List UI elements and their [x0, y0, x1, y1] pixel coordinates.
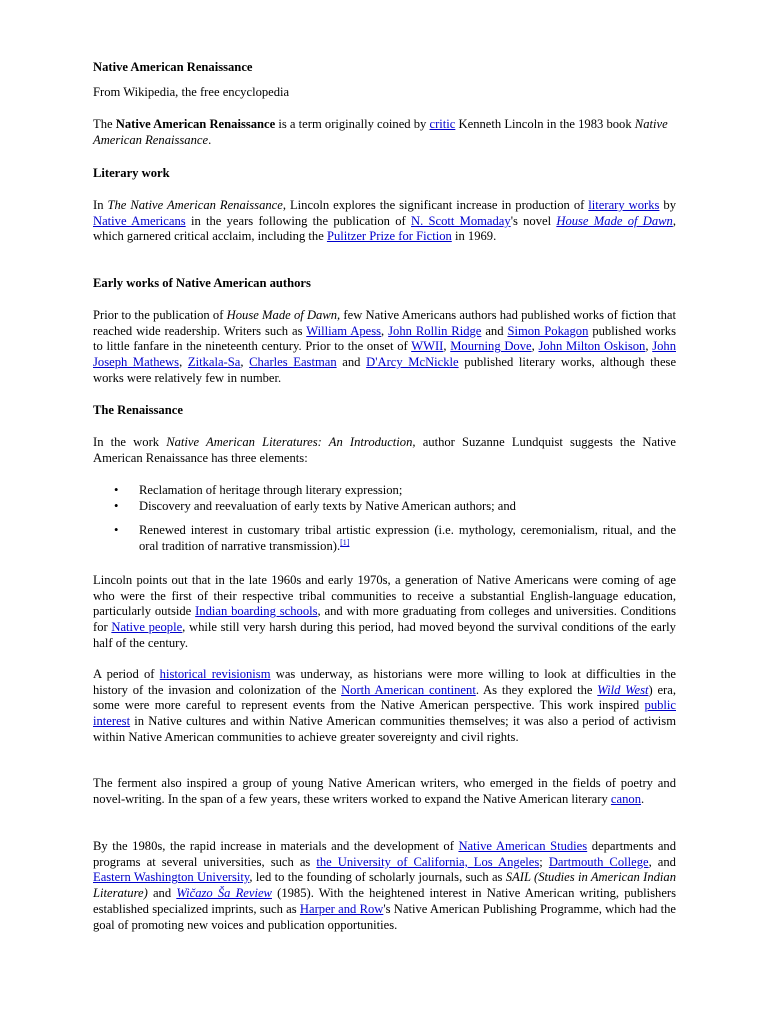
ferment-paragraph: The ferment also inspired a group of young Native American writers, who emerged in the fields of poetry and novel-writing. In the span of a few years, these writers worked to expand the Native American literary canon.	[93, 776, 676, 806]
link-john-rollin-ridge[interactable]: John Rollin Ridge	[388, 323, 482, 338]
heading-early-works: Early works of Native American authors	[93, 276, 311, 290]
link-critic[interactable]: critic	[429, 117, 456, 131]
link-indian-boarding-schools[interactable]: Indian boarding schools	[195, 604, 318, 619]
link-wwii[interactable]: WWII	[411, 339, 444, 354]
link-mourning-dove[interactable]: Mourning Dove	[450, 339, 532, 354]
literary-work-paragraph: In The Native American Renaissance, Lincoln explores the significant increase in production of literary works by Native Americans in the years following the publication of N. Scott Momaday's novel House Made of Dawn, which garnered critical acclaim, including the Pulitzer Prize for Fiction in 1969.	[93, 198, 676, 244]
link-north-american-continent[interactable]: North American continent	[341, 682, 476, 697]
renaissance-intro-paragraph: In the work Native American Literatures: An Introduction, author Suzanne Lundquist suggests the Native American Renaissance has three elements:	[93, 435, 676, 465]
list-item: • Discovery and reevaluation of early texts by Native American authors; and	[114, 498, 516, 513]
link-historical-revisionism[interactable]: historical revisionism	[159, 667, 271, 681]
article-title: Native American Renaissance	[93, 60, 253, 74]
link-zitkala-sa[interactable]: Zitkala-Sa	[187, 355, 241, 370]
intro-paragraph: The Native American Renaissance is a term originally coined by critic Kenneth Lincoln in the 1983 book Native American Renaissance.	[93, 117, 668, 147]
link-literary-works[interactable]: literary works	[588, 198, 660, 212]
link-john-milton-oskison[interactable]: John Milton Oskison	[538, 339, 646, 354]
link-native-american-studies[interactable]: Native American Studies	[458, 839, 588, 853]
link-pulitzer-prize[interactable]: Pulitzer Prize for Fiction	[326, 229, 452, 244]
revisionism-paragraph: A period of historical revisionism was underway, as historians were more willing to look at difficulties in the history of the invasion and colonization of the North American continent. As they explored the Wild West) era, some were more careful to represent events from the Native American perspective. This work inspired public interest in Native cultures and within Native American communities themselves; it was also a period of activism within Native American communities to achieve greater sovereignty and civil rights.	[93, 667, 676, 744]
reference-link-1[interactable]: [1]	[340, 538, 350, 548]
bullet-icon: •	[114, 483, 119, 497]
source-line: From Wikipedia, the free encyclopedia	[93, 85, 290, 99]
bullet-icon: •	[114, 498, 119, 513]
eighties-paragraph: By the 1980s, the rapid increase in materials and the development of Native American Studies departments and programs at several universities, such as the University of California, Los Angeles; Dartmouth College, and Eastern Washington University, led to the founding of scholarly journals, such as SAIL (Studies in American Indian Literature) and Wičazo Ša Review (1985). With the heightened interest in Native American writing, publishers established specialized imprints, such as Harper and Row's Native American Publishing Programme, which had the goal of promoting new voices and publication opportunities.	[93, 839, 677, 932]
link-dartmouth-college[interactable]: Dartmouth College	[548, 854, 649, 869]
bullet-icon: •	[114, 523, 119, 538]
list-item: • Reclamation of heritage through literary expression;	[114, 483, 403, 497]
renaissance-elements-list	[93, 483, 676, 555]
link-ucla[interactable]: the University of California, Los Angeles	[316, 854, 540, 869]
link-native-americans[interactable]: Native Americans	[93, 213, 186, 228]
link-wicazo-sa-review[interactable]: Wičazo Ša Review	[176, 886, 272, 901]
link-john-joseph-mathews[interactable]: John Joseph Mathews	[93, 339, 676, 370]
early-works-paragraph: Prior to the publication of House Made of Dawn, few Native Americans authors had published works of fiction that reached wide readership. Writers such as William Apess, John Rollin Ridge and Simon Pokagon published works to little fanfare in the nineteenth century. Prior to the onset of WWII, Mourning Dove, John Milton Oskison, John Joseph Mathews, Zitkala-Sa, Charles Eastman and D'Arcy McNickle published literary works, although these works were relatively few in number.	[93, 308, 677, 385]
intro-bold-term: Native American Renaissance	[115, 117, 276, 131]
link-public-interest[interactable]: public interest	[93, 698, 676, 729]
intro-book-title: Native American Renaissance	[93, 117, 668, 147]
heading-literary-work: Literary work	[93, 166, 170, 180]
link-n-scott-momaday[interactable]: N. Scott Momaday	[410, 213, 511, 228]
link-eastern-washington-university[interactable]: Eastern Washington University	[93, 870, 250, 885]
link-canon[interactable]: canon	[610, 791, 641, 806]
sail-journal-title: SAIL (Studies in American Indian Literature)	[93, 870, 677, 901]
lincoln-paragraph: Lincoln points out that in the late 1960s and early 1970s, a generation of Native Americans were coming of age who were the first of their respective tribal communities to receive a substantial English-language education, particularly outside Indian boarding schools, and with more graduating from colleges and universities. Conditions for Native people, while still very harsh during this period, had moved beyond the survival conditions of the early half of the century.	[93, 573, 676, 650]
link-native-people[interactable]: Native people	[111, 620, 183, 635]
list-item: • Renewed interest in customary tribal artistic expression (i.e. mythology, ceremonialism, ritual, and the oral tradition of narrative transmission).[1]	[114, 523, 676, 554]
link-darcy-mcnickle[interactable]: D'Arcy McNickle	[366, 355, 459, 370]
link-wild-west[interactable]: Wild West	[597, 682, 649, 697]
link-house-made-of-dawn[interactable]: House Made of Dawn	[556, 213, 673, 228]
heading-the-renaissance: The Renaissance	[93, 403, 183, 417]
link-simon-pokagon[interactable]: Simon Pokagon	[507, 323, 589, 338]
link-charles-eastman[interactable]: Charles Eastman	[249, 355, 337, 370]
link-william-apess[interactable]: William Apess	[306, 323, 382, 338]
link-harper-and-row[interactable]: Harper and Row	[299, 901, 384, 916]
